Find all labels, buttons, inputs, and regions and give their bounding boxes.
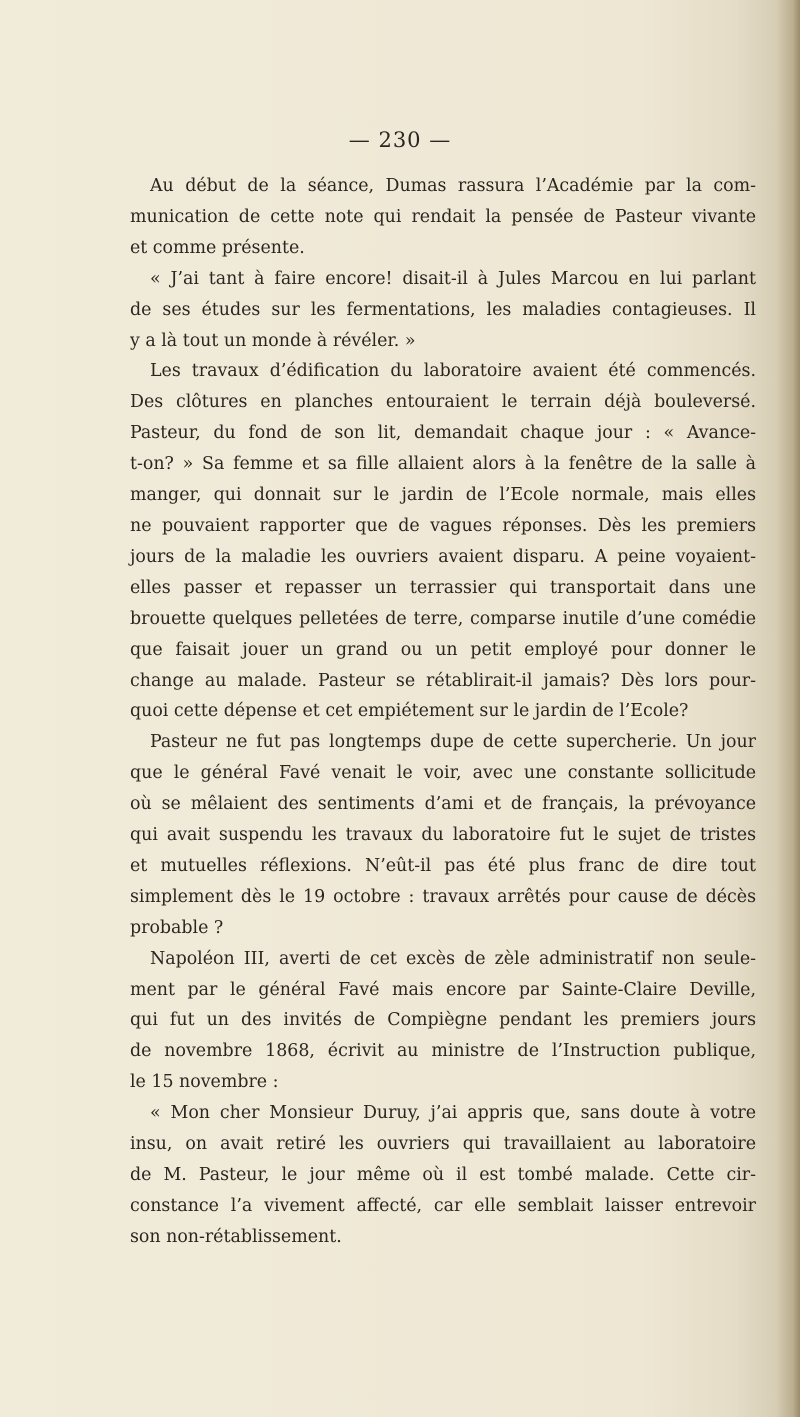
text-line: le 15 novembre : [130, 1072, 279, 1093]
text-line: ne pouvaient rapporter que de vagues réponses. Dès les premiers [130, 515, 756, 536]
text-line: Au début de la séance, Dumas rassura l’Académie par la com- [150, 176, 756, 196]
text-line: et comme présente. [130, 237, 305, 258]
text-line: où se mêlaient des sentiments d’ami et de français, la prévoyance [130, 794, 756, 815]
text-line: et mutuelles réflexions. N’eût-il pas été plus franc de dire tout [130, 855, 756, 876]
text-line: munication de cette note qui rendait la pensée de Pasteur vivante [130, 206, 756, 227]
text-line: ment par le général Favé mais encore par Sainte-Claire Deville, [130, 979, 756, 1000]
body-text [130, 171, 756, 1253]
text-line: elles passer et repasser un terrassier qui transportait dans une [130, 577, 756, 598]
text-line: probable ? [130, 917, 224, 938]
text-line: t-on? » Sa femme et sa fille allaient alors à la fenêtre de la salle à [130, 454, 756, 475]
text-line: que le général Favé venait le voir, avec une constante sollicitude [130, 763, 756, 784]
text-line: quoi cette dépense et cet empiétement sur le jardin de l’Ecole? [130, 701, 689, 722]
text-line: de ses études sur les fermentations, les maladies contagieuses. Il [130, 299, 756, 320]
text-line: Pasteur, du fond de son lit, demandait chaque jour : « Avance- [130, 423, 756, 444]
text-line: brouette quelques pelletées de terre, comparse inutile d’une comédie [130, 608, 756, 629]
text-line: Pasteur ne fut pas longtemps dupe de cette supercherie. Un jour [150, 732, 756, 753]
text-line: manger, qui donnait sur le jardin de l’Ecole normale, mais elles [130, 485, 756, 506]
text-line: « Mon cher Monsieur Duruy, j’ai appris que, sans doute à votre [150, 1103, 756, 1124]
page-number: — 230 — [348, 128, 452, 152]
text-line: Napoléon III, averti de cet excès de zèle administratif non seule- [150, 948, 756, 969]
text-line: constance l’a vivement affecté, car elle semblait laisser entrevoir [130, 1195, 756, 1216]
text-line: Des clôtures en planches entouraient le terrain déjà bouleversé. [130, 392, 756, 413]
text-line: « J’ai tant à faire encore! disait-il à Jules Marcou en lui parlant [150, 268, 756, 289]
text-line: de M. Pasteur, le jour même où il est tombé malade. Cette cir- [130, 1165, 756, 1185]
text-line: simplement dès le 19 octobre : travaux arrêtés pour cause de décès [130, 886, 756, 907]
text-line: change au malade. Pasteur se rétablirait-il jamais? Dès lors pour- [130, 670, 756, 691]
text-line: jours de la maladie les ouvriers avaient disparu. A peine voyaient- [130, 546, 756, 567]
text-line: qui fut un des invités de Compiègne pendant les premiers jours [130, 1010, 756, 1031]
text-line: Les travaux d’édification du laboratoire avaient été commencés. [150, 361, 756, 382]
text-line: de novembre 1868, écrivit au ministre de l’Instruction publique, [130, 1041, 756, 1062]
text-line: qui avait suspendu les travaux du laboratoire fut le sujet de tristes [130, 825, 756, 846]
text-line: que faisait jouer un grand ou un petit employé pour donner le [130, 639, 756, 660]
text-line: son non-rétablissement. [130, 1226, 342, 1247]
text-line: insu, on avait retiré les ouvriers qui travaillaient au laboratoire [130, 1134, 756, 1155]
page-edge-shadow [776, 0, 800, 1417]
text-line: y a là tout un monde à révéler. » [130, 330, 416, 351]
